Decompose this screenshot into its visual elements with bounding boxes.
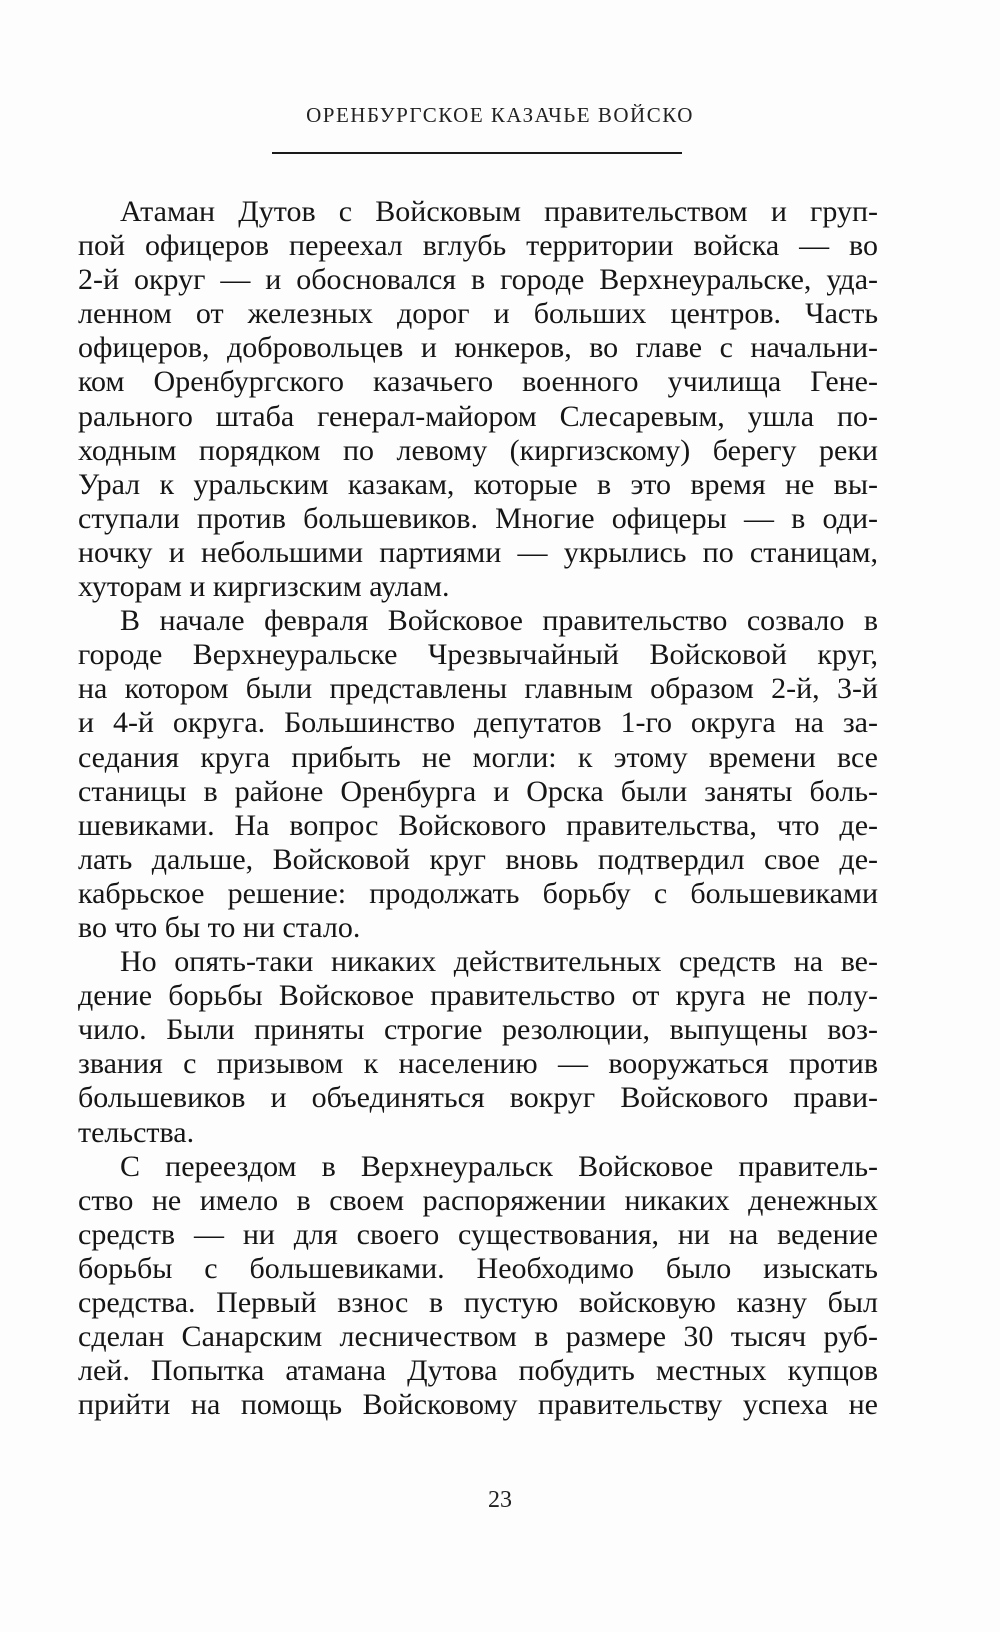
text-line: ходным порядком по левому (киргизскому) берегу реки xyxy=(78,433,878,467)
text-line: большевиков и объединяться вокруг Войскового прави- xyxy=(78,1081,878,1115)
text-line: тельства. xyxy=(78,1115,195,1149)
running-head: ОРЕНБУРГСКОЕ КАЗАЧЬЕ ВОЙСКО xyxy=(306,103,694,127)
text-line: ство не имело в своем распоряжении никаких денежных xyxy=(78,1183,878,1217)
text-line: лей. Попытка атамана Дутова побудить местных купцов xyxy=(78,1354,878,1388)
text-line: ночку и небольшими партиями — укрылись по станицам, xyxy=(78,535,878,569)
text-line: С переездом в Верхнеуральск Войсковое правитель- xyxy=(120,1149,878,1183)
text-line: 2-й округ — и обосновался в городе Верхнеуральске, уда- xyxy=(78,263,878,297)
text-line: чило. Были приняты строгие резолюции, выпущены воз- xyxy=(78,1013,878,1047)
text-line: борьбы с большевиками. Необходимо было изыскать xyxy=(78,1251,878,1285)
text-line: хуторам и киргизским аулам. xyxy=(78,570,450,604)
paragraph-4 xyxy=(78,1150,878,1423)
page-number: 23 xyxy=(488,1487,512,1513)
body-text xyxy=(78,195,878,1422)
text-line: прийти на помощь Войсковому правительству успеха не xyxy=(78,1388,878,1422)
text-line: шевиками. На вопрос Войскового правительства, что де- xyxy=(78,808,878,842)
text-line: лать дальше, Войсковой круг вновь подтвердил свое де- xyxy=(78,842,878,876)
text-line: городе Верхнеуральске Чрезвычайный Войсковой круг, xyxy=(78,638,878,672)
text-line: Но опять-таки никаких действительных средств на ве- xyxy=(120,945,878,979)
text-line: кабрьское решение: продолжать борьбу с большевиками xyxy=(78,876,878,910)
text-line: во что бы то ни стало. xyxy=(78,910,361,944)
text-line: В начале февраля Войсковое правительство созвало в xyxy=(120,604,878,638)
text-line: рального штаба генерал-майором Слесаревым, ушла по- xyxy=(78,399,878,433)
paragraph-3 xyxy=(78,945,878,1150)
text-line: и 4-й округа. Большинство депутатов 1-го округа на за- xyxy=(78,706,878,740)
text-line: ступали против большевиков. Многие офицеры — в оди- xyxy=(78,501,878,535)
text-line: звания с призывом к населению — вооружаться против xyxy=(78,1047,878,1081)
text-line: ком Оренбургского казачьего военного училища Гене- xyxy=(78,365,878,399)
paragraph-1 xyxy=(78,195,878,604)
text-line: пой офицеров переехал вглубь территории войска — во xyxy=(78,229,878,263)
text-line: Урал к уральским казакам, которые в это время не вы- xyxy=(78,467,878,501)
text-line: Атаман Дутов с Войсковым правительством и груп- xyxy=(120,195,878,228)
text-line: офицеров, добровольцев и юнкеров, во главе с начальни- xyxy=(78,331,878,365)
text-line: седания круга прибыть не могли: к этому времени все xyxy=(78,740,878,774)
paragraph-2 xyxy=(78,604,878,945)
header-rule xyxy=(272,152,682,154)
text-line: сделан Санарским лесничеством в размере 30 тысяч руб- xyxy=(78,1320,878,1354)
text-line: дение борьбы Войсковое правительство от круга не полу- xyxy=(78,979,878,1013)
text-line: средства. Первый взнос в пустую войсковую казну был xyxy=(78,1286,878,1319)
text-line: на котором были представлены главным образом 2-й, 3-й xyxy=(78,672,878,706)
text-line: ленном от железных дорог и больших центров. Часть xyxy=(78,297,878,331)
text-line: средств — ни для своего существования, ни на ведение xyxy=(78,1217,878,1251)
text-line: станицы в районе Оренбурга и Орска были заняты боль- xyxy=(78,774,878,808)
